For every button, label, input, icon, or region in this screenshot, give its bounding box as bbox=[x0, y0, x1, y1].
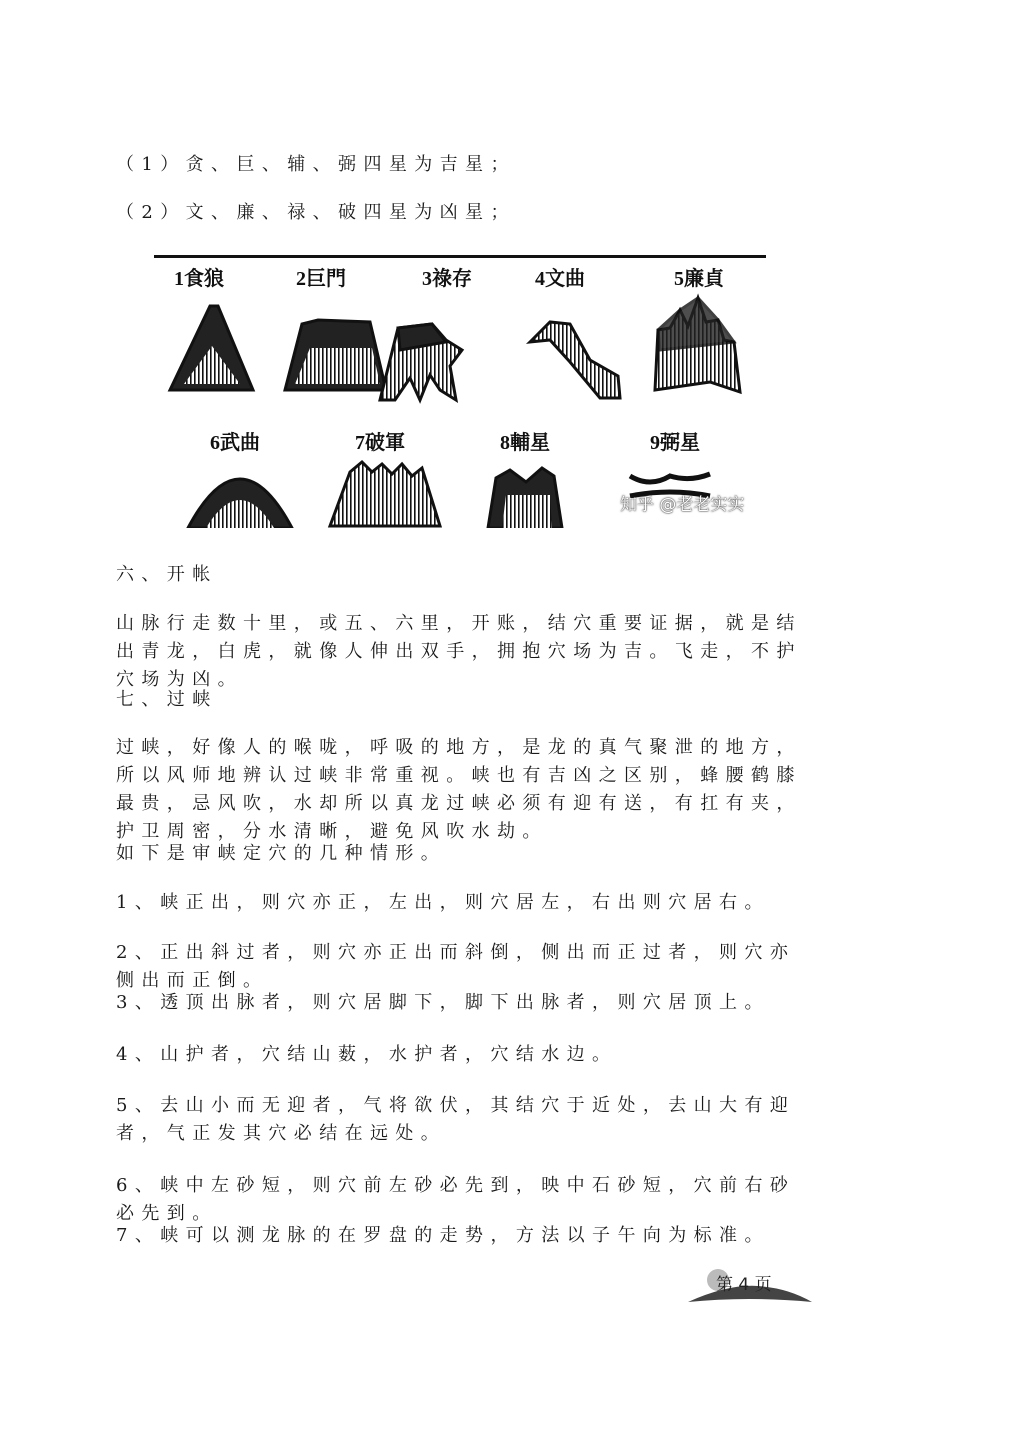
nine-stars-figure bbox=[150, 250, 770, 528]
section-7-body: 过峡，好像人的喉咙，呼吸的地方，是龙的真气聚泄的地方，所以风师地辨认过峡非常重视。峡也有吉凶之区别，蜂腰鹤膝最贵，忌风吹，水却所以真龙过峡必须有迎有送，有扛有夹，护卫周密，分水清晰，避免风吹水劫。 bbox=[116, 737, 802, 842]
list-item: 6、峡中左砂短，则穴前左砂必先到，映中石砂短，穴前右砂必先到。 bbox=[116, 1175, 796, 1224]
figure-label: 5廉貞 bbox=[674, 268, 724, 290]
watermark: 知乎 @老老实实 bbox=[620, 495, 745, 515]
list-item: 4、山护者，穴结山薮，水护者，穴结水边。 bbox=[116, 1044, 618, 1065]
figure-label: 6武曲 bbox=[210, 432, 260, 454]
page-number: 第 4 页 bbox=[716, 1275, 772, 1295]
figure-label: 9弼星 bbox=[650, 432, 700, 454]
figure-label: 7破軍 bbox=[355, 432, 405, 454]
line-auspicious-stars: （1）贪、巨、辅、弼四星为吉星； bbox=[116, 154, 516, 175]
figure-label: 8輔星 bbox=[500, 432, 550, 454]
mountain-4 bbox=[530, 322, 620, 398]
section-7-intro: 如下是审峡定穴的几种情形。 bbox=[116, 843, 447, 864]
list-item: 7、峡可以测龙脉的在罗盘的走势，方法以子午向为标准。 bbox=[116, 1225, 770, 1246]
section-6-body: 山脉行走数十里，或五、六里，开账，结穴重要证据，就是结出青龙，白虎，就像人伸出双手，拥抱穴场为吉。飞走，不护穴场为凶。 bbox=[116, 613, 802, 690]
figure-label: 4文曲 bbox=[535, 268, 585, 290]
mountain-7 bbox=[330, 462, 440, 526]
list-item: 5、去山小而无迎者，气将欲伏，其结穴于近处，去山大有迎者，气正发其穴必结在远处。 bbox=[116, 1095, 796, 1144]
figure-label: 1食狼 bbox=[174, 268, 224, 290]
figure-label: 2巨門 bbox=[296, 268, 346, 290]
mountain-shapes bbox=[150, 250, 770, 528]
page-number-badge bbox=[688, 1266, 812, 1306]
list-item: 2、正出斜过者，则穴亦正出而斜倒，侧出而正过者，则穴亦侧出而正倒。 bbox=[116, 942, 796, 991]
line-inauspicious-stars: （2）文、廉、禄、破四星为凶星； bbox=[116, 202, 516, 223]
list-item: 3、透顶出脉者，则穴居脚下，脚下出脉者，则穴居顶上。 bbox=[116, 992, 770, 1013]
list-item: 1、峡正出，则穴亦正，左出，则穴居左，右出则穴居右。 bbox=[116, 892, 770, 913]
figure-label: 3祿存 bbox=[422, 268, 472, 290]
section-7-heading: 七、过峡 bbox=[116, 689, 218, 710]
section-6-heading: 六、开帐 bbox=[116, 564, 218, 585]
